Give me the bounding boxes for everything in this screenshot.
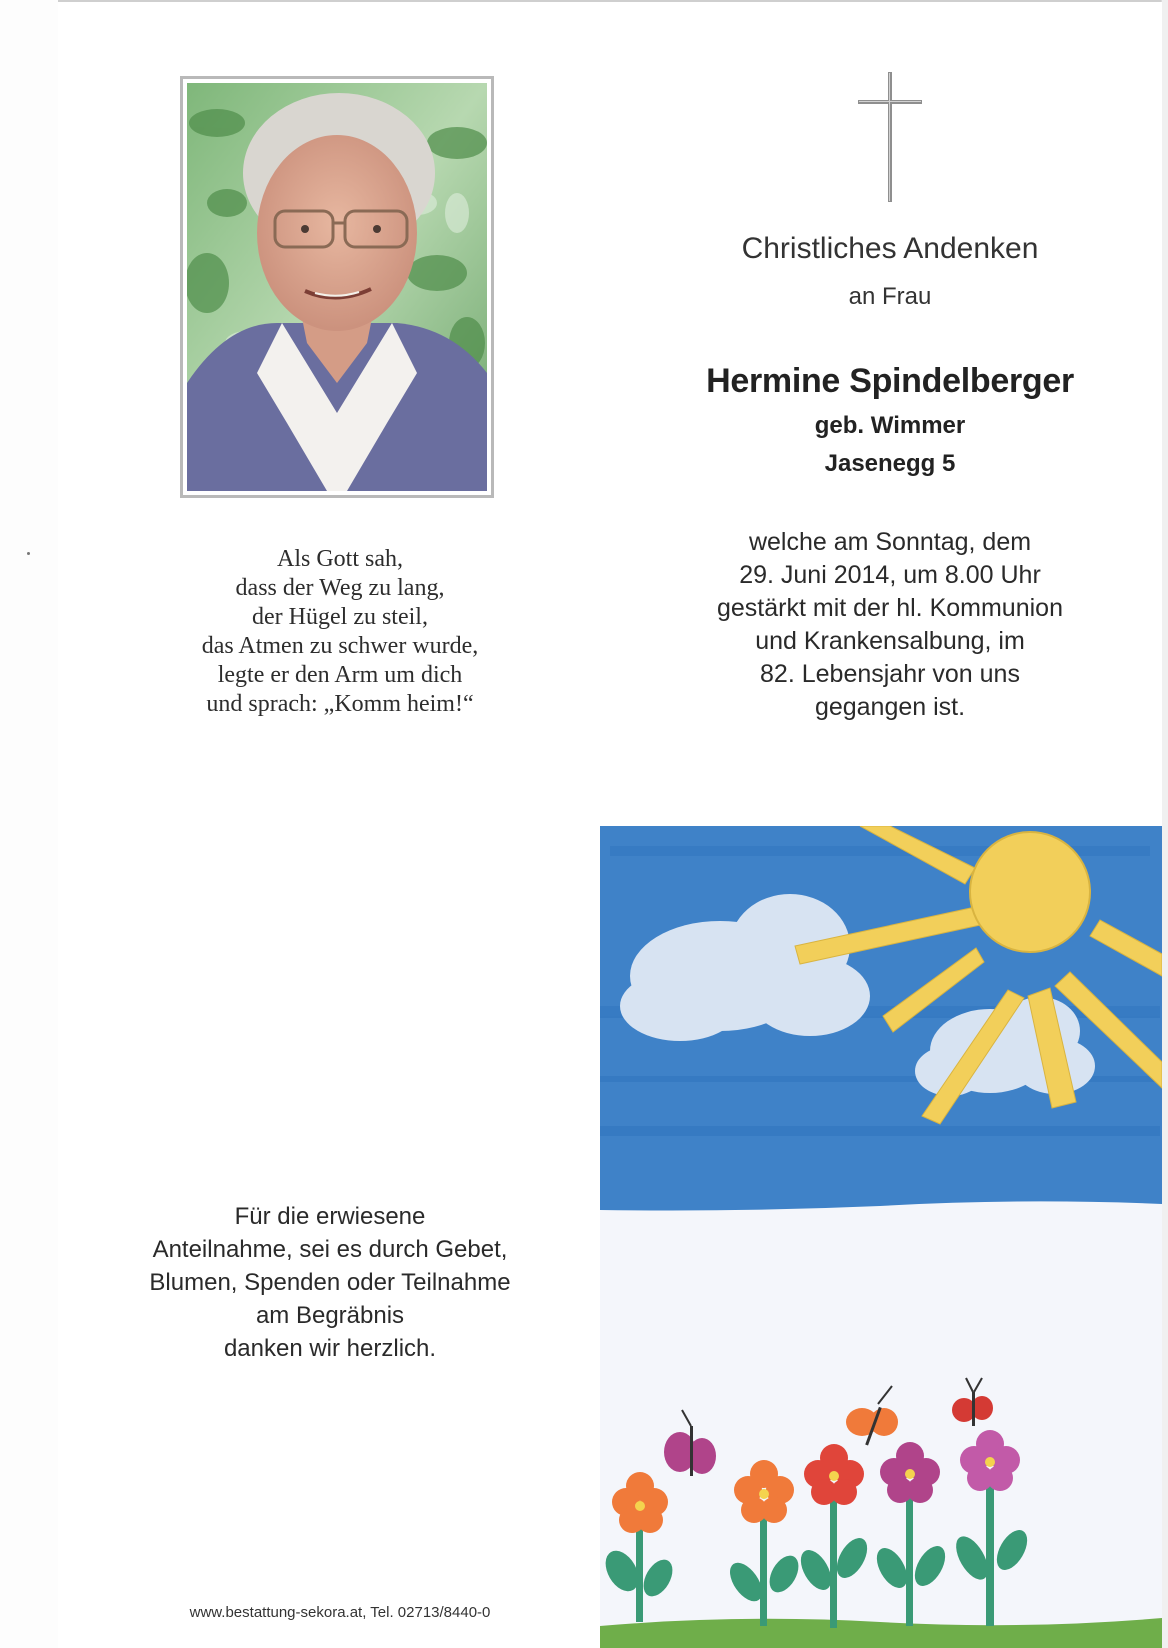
poem-line: das Atmen zu schwer wurde, <box>201 633 479 659</box>
cross-icon <box>855 72 925 202</box>
birth-name: geb. Wimmer <box>814 412 966 439</box>
notice-line: welche am Sonntag, dem <box>748 528 1032 556</box>
thanks-line: am Begräbnis <box>255 1302 405 1329</box>
notice-line: 82. Lebensjahr von uns <box>760 660 1020 688</box>
sun <box>970 832 1090 952</box>
thanks-line: danken wir herzlich. <box>223 1335 437 1362</box>
portrait-image <box>187 83 487 491</box>
notice-line: 29. Juni 2014, um 8.00 Uhr <box>739 561 1041 589</box>
child-drawing <box>600 826 1162 1648</box>
poem-line: Als Gott sah, <box>277 546 403 572</box>
scan-edge <box>0 0 59 1648</box>
thanks-line: Blumen, Spenden oder Teilnahme <box>149 1269 511 1296</box>
memorial-poem <box>140 545 540 719</box>
notice-line: gestärkt mit der hl. Kommunion <box>717 594 1063 622</box>
thanks-line: Für die erwiesene <box>234 1203 426 1230</box>
notice-line: und Krankensalbung, im <box>755 627 1025 655</box>
poem-line: der Hügel zu steil, <box>252 604 428 630</box>
portrait-photo <box>180 76 494 498</box>
funeral-home-footer: www.bestattung-sekora.at, Tel. 02713/8440-0 <box>189 1604 491 1621</box>
card-heading: Christliches Andenken <box>741 232 1039 265</box>
poem-line: dass der Weg zu lang, <box>235 575 445 601</box>
poem-line: legte er den Arm um dich <box>217 662 463 688</box>
poem-line: und sprach: „Komm heim!“ <box>206 691 474 717</box>
notice-line: gegangen ist. <box>814 693 966 721</box>
death-notice-text <box>680 526 1100 724</box>
address: Jasenegg 5 <box>824 450 956 477</box>
deceased-name: Hermine Spindelberger <box>706 362 1074 400</box>
card-subheading: an Frau <box>848 283 932 310</box>
thanks-text <box>110 1200 550 1365</box>
scan-edge-right <box>1161 0 1168 1648</box>
thanks-line: Anteilnahme, sei es durch Gebet, <box>152 1236 508 1263</box>
scan-speck <box>27 552 30 555</box>
